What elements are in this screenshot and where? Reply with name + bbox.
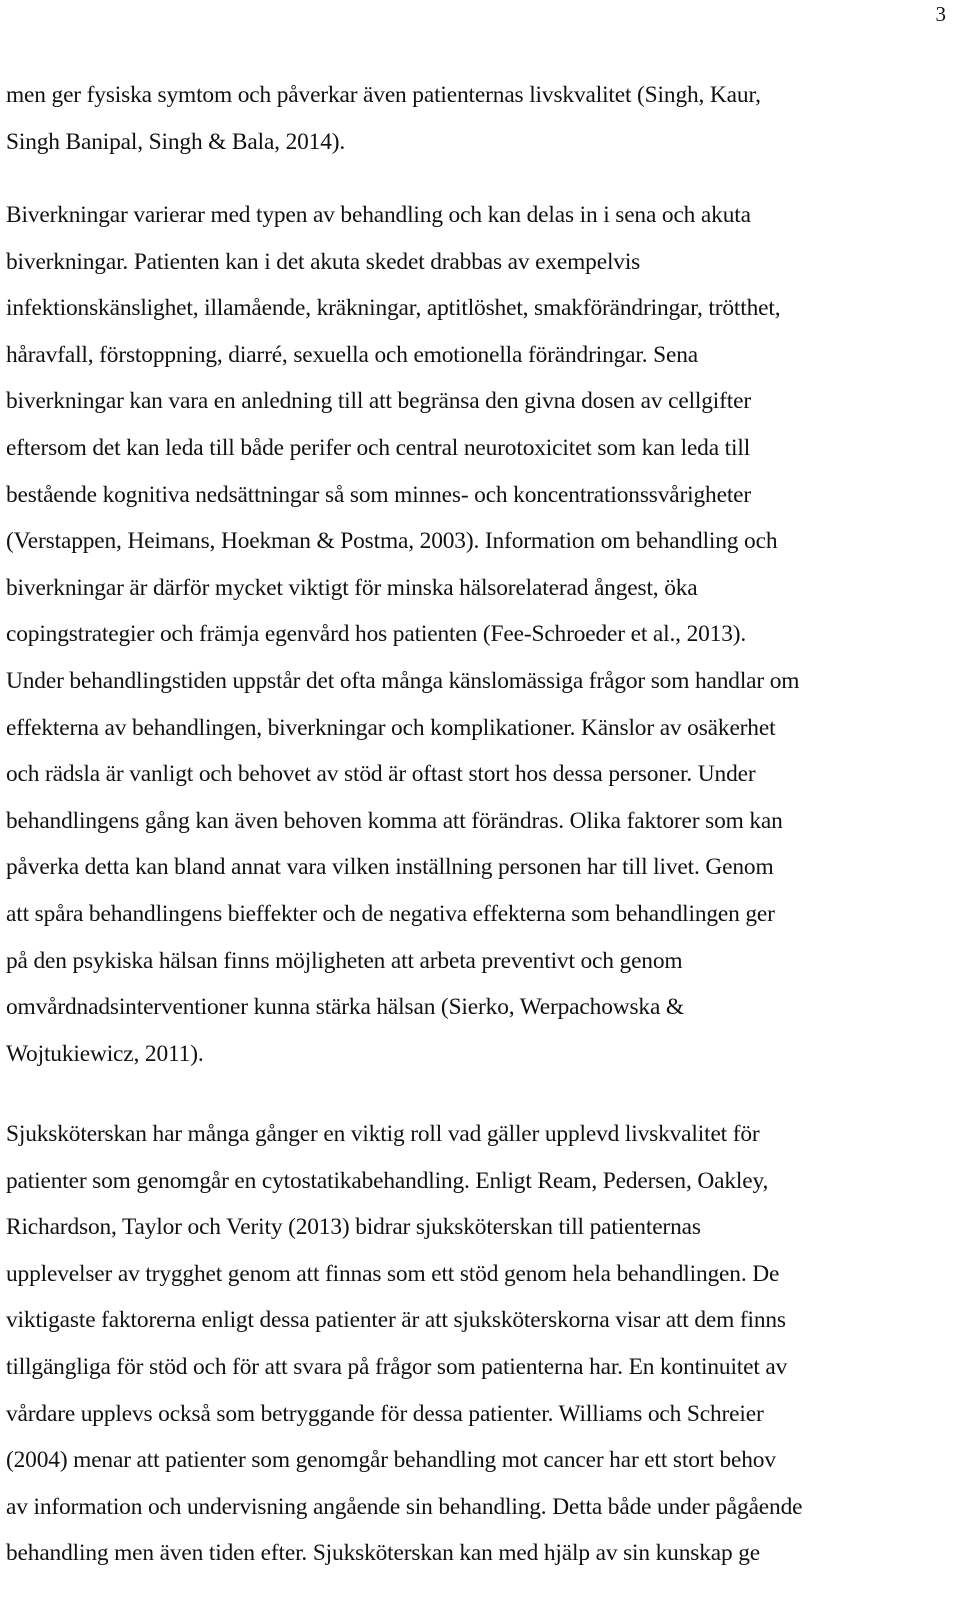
text-line: Singh Banipal, Singh & Bala, 2014). bbox=[6, 128, 346, 155]
text-line: upplevelser av trygghet genom att finnas som ett stöd genom hela behandlingen. De bbox=[6, 1260, 780, 1287]
text-line: Wojtukiewicz, 2011). bbox=[6, 1040, 204, 1067]
text-line: biverkningar är därför mycket viktigt för minska hälsorelaterad ångest, öka bbox=[6, 574, 698, 601]
text-line: (Verstappen, Heimans, Hoekman & Postma, 2003). Information om behandling och bbox=[6, 528, 778, 555]
text-line: håravfall, förstoppning, diarré, sexuella och emotionella förändringar. Sena bbox=[6, 341, 699, 368]
paragraph-1 bbox=[6, 72, 946, 165]
page-number: 3 bbox=[935, 2, 946, 26]
text-line: effekterna av behandlingen, biverkningar och komplikationer. Känslor av osäkerhet bbox=[6, 714, 776, 741]
text-line: vårdare upplevs också som betryggande för dessa patienter. Williams och Schreier bbox=[6, 1400, 764, 1427]
text-line: tillgängliga för stöd och för att svara på frågor som patienterna har. En kontinuitet av bbox=[6, 1353, 788, 1380]
text-line: på den psykiska hälsan finns möjligheten att arbeta preventivt och genom bbox=[6, 947, 683, 974]
text-line: omvårdnadsinterventioner kunna stärka hälsan (Sierko, Werpachowska & bbox=[6, 994, 684, 1021]
text-line: patienter som genomgår en cytostatikabehandling. Enligt Ream, Pedersen, Oakley, bbox=[6, 1167, 769, 1194]
paragraph-2 bbox=[6, 192, 946, 1077]
text-line: Biverkningar varierar med typen av behandling och kan delas in i sena och akuta bbox=[6, 202, 751, 228]
text-line: viktigaste faktorerna enligt dessa patienter är att sjuksköterskorna visar att dem finns bbox=[6, 1307, 786, 1334]
text-line: behandling men även tiden efter. Sjuksköterskan kan med hjälp av sin kunskap ge bbox=[6, 1540, 761, 1567]
text-line: påverka detta kan bland annat vara vilken inställning personen har till livet. Genom bbox=[6, 854, 774, 881]
text-line: av information och undervisning angående sin behandling. Detta både under pågående bbox=[6, 1493, 803, 1520]
text-line: biverkningar kan vara en anledning till att begränsa den givna dosen av cellgifter bbox=[6, 388, 752, 415]
text-line: bestående kognitiva nedsättningar så som minnes- och koncentrationssvårigheter bbox=[6, 481, 752, 508]
text-line: Richardson, Taylor och Verity (2013) bidrar sjuksköterskan till patienternas bbox=[6, 1214, 701, 1241]
text-line: infektionskänslighet, illamående, kräkningar, aptitlöshet, smakförändringar, trötthet, bbox=[6, 295, 781, 322]
text-line: behandlingens gång kan även behoven komma att förändras. Olika faktorer som kan bbox=[6, 807, 783, 834]
text-line: men ger fysiska symtom och påverkar även patienternas livskvalitet (Singh, Kaur, bbox=[6, 82, 761, 108]
text-line: att spåra behandlingens bieffekter och de negativa effekterna som behandlingen ger bbox=[6, 900, 775, 927]
paragraph-3 bbox=[6, 1111, 946, 1577]
text-line: och rädsla är vanligt och behovet av stöd är oftast stort hos dessa personer. Under bbox=[6, 761, 756, 788]
text-line: (2004) menar att patienter som genomgår behandling mot cancer har ett stort behov bbox=[6, 1447, 776, 1474]
text-line: biverkningar. Patienten kan i det akuta skedet drabbas av exempelvis bbox=[6, 248, 641, 275]
text-line: copingstrategier och främja egenvård hos patienten (Fee-Schroeder et al., 2013). bbox=[6, 621, 747, 648]
text-line: eftersom det kan leda till både perifer och central neurotoxicitet som kan leda till bbox=[6, 434, 751, 461]
text-line: Sjuksköterskan har många gånger en viktig roll vad gäller upplevd livskvalitet för bbox=[6, 1121, 760, 1147]
text-line: Under behandlingstiden uppstår det ofta många känslomässiga frågor som handlar om bbox=[6, 667, 800, 694]
